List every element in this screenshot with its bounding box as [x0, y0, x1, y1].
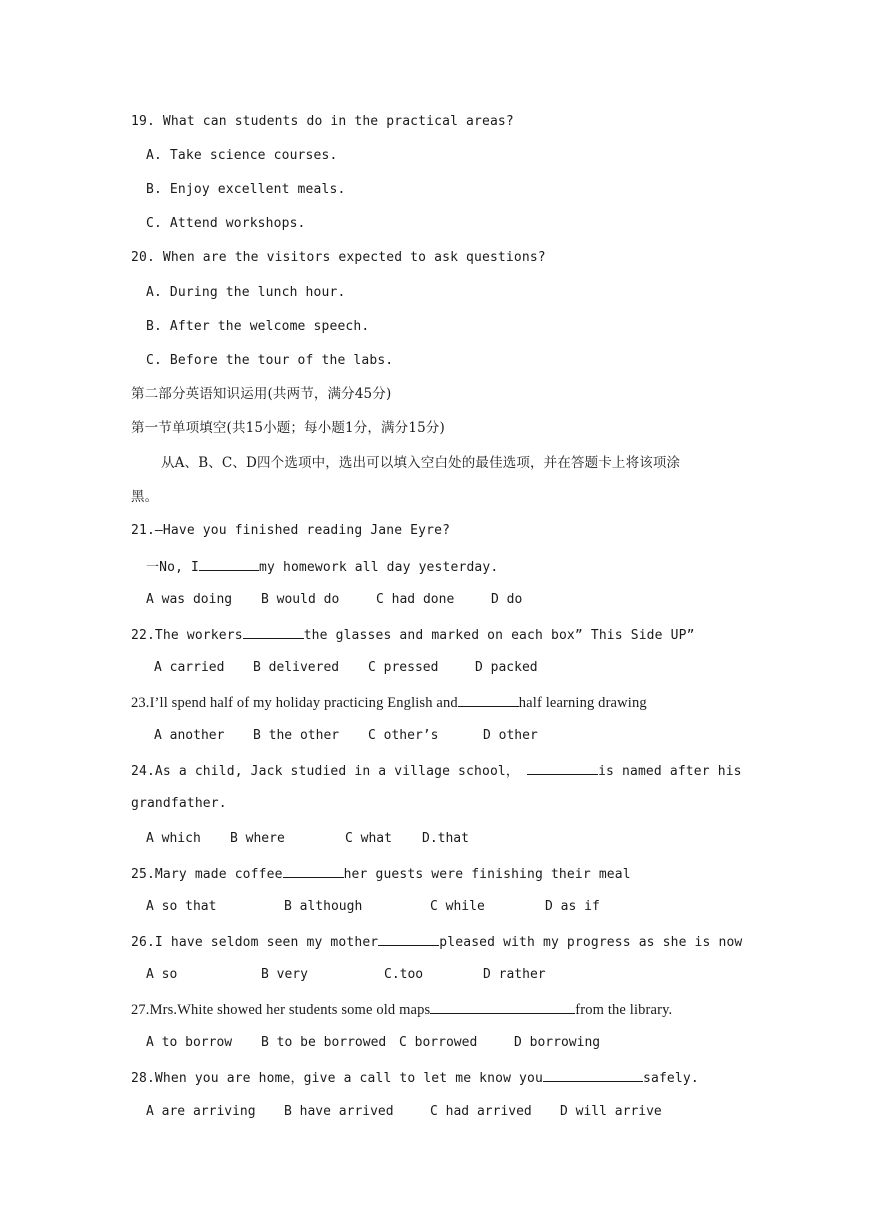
q23-option-b: B the other: [253, 728, 340, 743]
q19-option-a: A. Take science courses.: [146, 148, 338, 163]
q21-option-c: C had done: [376, 592, 455, 607]
q22-stem-pre: 22.The workers: [131, 628, 243, 643]
q28-option-a: A are arriving: [146, 1104, 256, 1119]
question-19: 19. What can students do in the practical areas?: [131, 114, 514, 129]
instruction-line-2: 黑。: [131, 489, 159, 505]
question-26: [131, 932, 742, 952]
q24-option-c: C what: [345, 831, 392, 846]
q21-option-a: A was doing: [146, 592, 233, 607]
q25-option-a: A so that: [146, 899, 217, 914]
q25-option-d: D as if: [545, 899, 600, 914]
q24-stem-cont: grandfather.: [131, 796, 227, 811]
q25-option-b: B although: [284, 899, 363, 914]
q26-stem-pre: 26.I have seldom seen my mother: [131, 935, 379, 950]
q22-option-c: C pressed: [368, 660, 439, 675]
q26-stem-post: pleased with my progress as she is now: [439, 935, 743, 950]
q22-stem-post: the glasses and marked on each box” This Side UP”: [303, 628, 695, 643]
q21-reply: [146, 557, 498, 577]
q27-option-b: B to be borrowed: [261, 1035, 387, 1050]
q24-stem-post: is named after his: [598, 764, 742, 779]
question-25: [131, 864, 631, 884]
answer-blank: [283, 864, 344, 878]
question-27: [131, 1000, 672, 1019]
q26-option-d: D rather: [483, 967, 546, 982]
question-21: 21.—Have you finished reading Jane Eyre?: [131, 523, 451, 538]
q28-option-b: B have arrived: [284, 1104, 394, 1119]
q21-reply-post: my homework all day yesterday.: [259, 560, 499, 575]
q28-option-d: D will arrive: [560, 1104, 662, 1119]
q24-option-b: B where: [230, 831, 285, 846]
q22-option-b: B delivered: [253, 660, 340, 675]
q26-option-b: B very: [261, 967, 308, 982]
q25-option-c: C while: [430, 899, 485, 914]
answer-blank: [543, 1068, 643, 1082]
question-20: 20. When are the visitors expected to ask questions?: [131, 250, 546, 265]
q20-option-b: B. After the welcome speech.: [146, 319, 370, 334]
q21-option-d: D do: [491, 592, 523, 607]
section1-title: 第一节单项填空(共15小题；每小题1分，满分15分): [131, 420, 445, 436]
instruction-line-1: 从A、B、C、D四个选项中，选出可以填入空白处的最佳选项，并在答题卡上将该项涂: [161, 455, 681, 471]
q28-stem-post: safely.: [642, 1071, 699, 1086]
answer-blank: [430, 1000, 575, 1014]
q22-option-d: D packed: [475, 660, 538, 675]
answer-blank: [378, 932, 439, 946]
q26-option-a: A so: [146, 967, 178, 982]
q25-stem-post: her guests were finishing their meal: [343, 867, 631, 882]
q25-stem-pre: 25.Mary made coffee: [131, 867, 283, 882]
q27-option-c: C borrowed: [399, 1035, 478, 1050]
q24-stem-pre: 24.As a child, Jack studied in a village school，: [131, 764, 520, 779]
q28-stem-pre: 28.When you are home，give a call to let me know you: [131, 1071, 543, 1086]
q21-reply-pre: 一No, I: [146, 560, 200, 575]
question-23: [131, 693, 647, 712]
q24-option-a: A which: [146, 831, 201, 846]
question-24: [131, 761, 742, 781]
q27-stem-pre: 27.Mrs.White showed her students some old maps: [131, 1002, 431, 1018]
answer-blank: [458, 693, 519, 707]
q23-stem-pre: 23.I’ll spend half of my holiday practicing English and: [131, 695, 458, 711]
q19-option-c: C. Attend workshops.: [146, 216, 306, 231]
q23-option-a: A another: [154, 728, 225, 743]
q27-stem-post: from the library.: [575, 1002, 673, 1018]
q23-option-d: D other: [483, 728, 538, 743]
q28-option-c: C had arrived: [430, 1104, 532, 1119]
question-28: [131, 1068, 699, 1088]
q22-option-a: A carried: [154, 660, 225, 675]
q21-option-b: B would do: [261, 592, 340, 607]
part2-title: 第二部分英语知识运用(共两节，满分45分): [131, 386, 392, 402]
q20-option-a: A. During the lunch hour.: [146, 285, 346, 300]
answer-blank: [527, 761, 598, 775]
q20-option-c: C. Before the tour of the labs.: [146, 353, 394, 368]
q23-stem-post: half learning drawing: [518, 695, 647, 711]
q19-option-b: B. Enjoy excellent meals.: [146, 182, 346, 197]
answer-blank: [243, 625, 304, 639]
q27-option-a: A to borrow: [146, 1035, 233, 1050]
answer-blank: [199, 557, 259, 571]
question-22: [131, 625, 695, 645]
q27-option-d: D borrowing: [514, 1035, 601, 1050]
q23-option-c: C other’s: [368, 728, 439, 743]
q24-option-d: D.that: [422, 831, 469, 846]
q26-option-c: C.too: [384, 967, 424, 982]
